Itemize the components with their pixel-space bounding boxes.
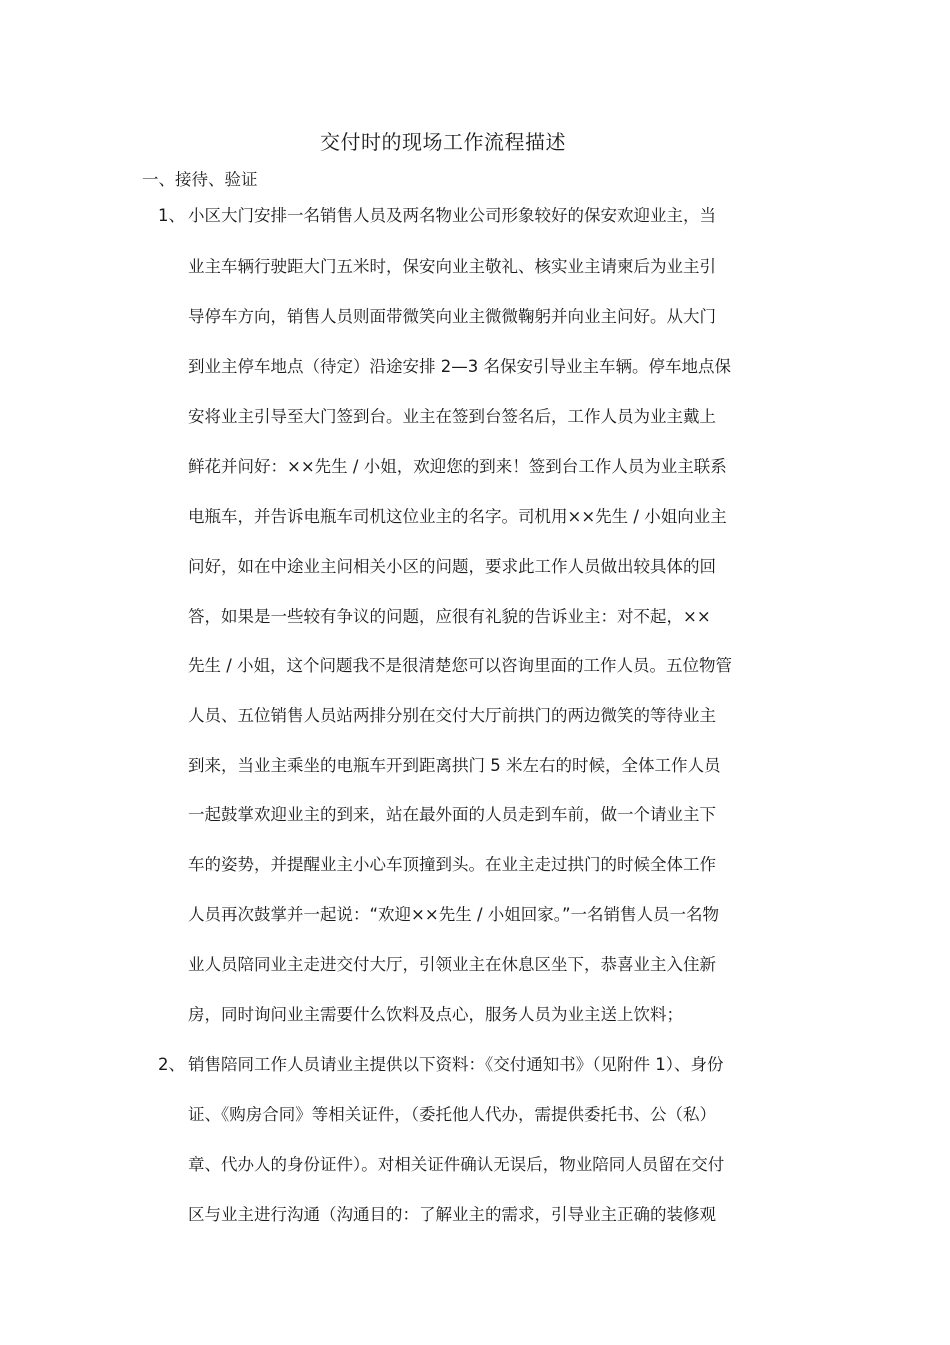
paragraph-line: 问好，如在中途业主问相关小区的问题，要求此工作人员做出较具体的回 xyxy=(188,557,716,576)
item-number: 1、 xyxy=(158,206,185,225)
paragraph-line: 鲜花并问好：××先生 / 小姐，欢迎您的到来！签到台工作人员为业主联系 xyxy=(188,457,727,476)
item-number: 2、 xyxy=(158,1055,185,1074)
paragraph-line: 章、代办人的身份证件）。对相关证件确认无误后，物业陪同人员留在交付 xyxy=(188,1155,725,1174)
paragraph-line: 销售陪同工作人员请业主提供以下资料：《交付通知书》（见附件 1）、身份 xyxy=(188,1055,724,1074)
paragraph-line: 车的姿势，并提醒业主小心车顶撞到头。在业主走过拱门的时候全体工作 xyxy=(188,855,716,874)
paragraph-line: 到业主停车地点（待定）沿途安排 2—3 名保安引导业主车辆。停车地点保 xyxy=(188,357,731,376)
paragraph-line: 区与业主进行沟通（沟通目的：了解业主的需求，引导业主正确的装修观 xyxy=(188,1205,716,1224)
paragraph-line: 答，如果是一些较有争议的问题，应很有礼貌的告诉业主：对不起，×× xyxy=(188,607,711,626)
page-title: 交付时的现场工作流程描述 xyxy=(320,130,566,154)
paragraph-line: 小区大门安排一名销售人员及两名物业公司形象较好的保安欢迎业主，当 xyxy=(188,206,716,225)
paragraph-line: 电瓶车，并告诉电瓶车司机这位业主的名字。司机用××先生 / 小姐向业主 xyxy=(188,507,727,526)
paragraph-line: 先生 / 小姐，这个问题我不是很清楚您可以咨询里面的工作人员。五位物管 xyxy=(188,656,733,675)
section-heading: 一、接待、验证 xyxy=(142,170,258,189)
paragraph-line: 一起鼓掌欢迎业主的到来，站在最外面的人员走到车前，做一个请业主下 xyxy=(188,805,716,824)
paragraph-line: 到来，当业主乘坐的电瓶车开到距离拱门 5 米左右的时候，全体工作人员 xyxy=(188,756,721,775)
paragraph-line: 业人员陪同业主走进交付大厅，引领业主在休息区坐下，恭喜业主入住新 xyxy=(188,955,716,974)
paragraph-line: 证、《购房合同》等相关证件，（委托他人代办，需提供委托书、公（私） xyxy=(188,1105,716,1124)
paragraph-line: 人员再次鼓掌并一起说：“欢迎××先生 / 小姐回家。”一名销售人员一名物 xyxy=(188,905,720,924)
paragraph-line: 安将业主引导至大门签到台。业主在签到台签名后，工作人员为业主戴上 xyxy=(188,407,716,426)
paragraph-line: 人员、五位销售人员站两排分别在交付大厅前拱门的两边微笑的等待业主 xyxy=(188,706,716,725)
paragraph-line: 房，同时询问业主需要什么饮料及点心，服务人员为业主送上饮料； xyxy=(188,1005,683,1024)
paragraph-line: 业主车辆行驶距大门五米时，保安向业主敬礼、核实业主请柬后为业主引 xyxy=(188,257,716,276)
paragraph-line: 导停车方向，销售人员则面带微笑向业主微微鞠躬并向业主问好。从大门 xyxy=(188,307,716,326)
